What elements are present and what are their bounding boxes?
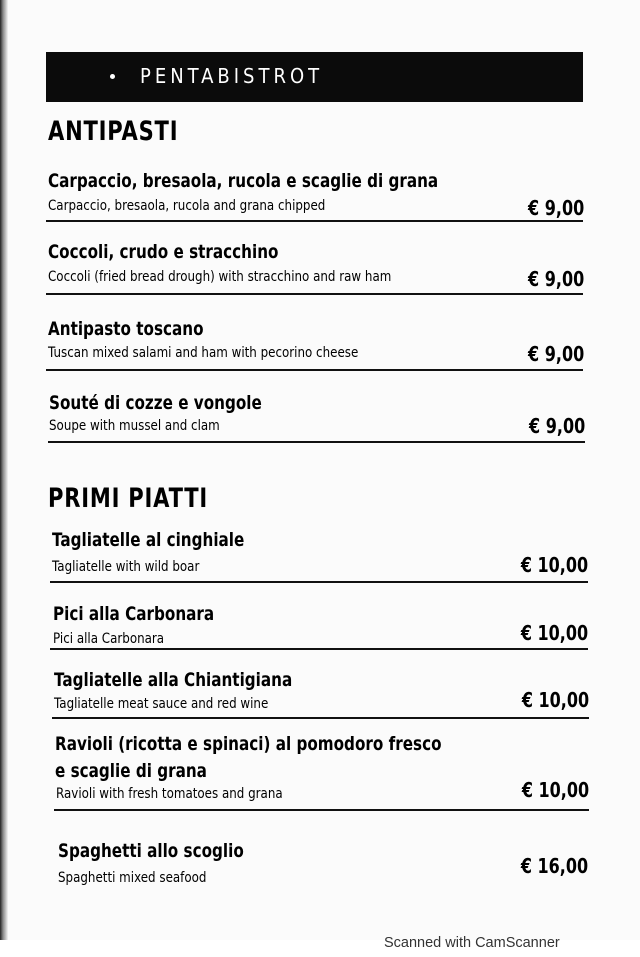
divider <box>46 369 583 371</box>
dish-name: Carpaccio, bresaola, rucola e scaglie di grana <box>48 170 439 192</box>
dish-name: Antipasto toscano <box>48 318 204 340</box>
dish-price: € 9,00 <box>527 196 584 220</box>
divider <box>48 441 585 443</box>
bullet-icon <box>110 74 115 79</box>
header-bar <box>46 52 583 102</box>
divider <box>50 581 588 583</box>
dish-price: € 10,00 <box>521 778 589 802</box>
dish-price: € 10,00 <box>520 621 588 645</box>
dish-description: Coccoli (fried bread drough) with stracchino and raw ham <box>48 269 392 285</box>
dish-price: € 9,00 <box>528 414 585 438</box>
dish-description: Ravioli with fresh tomatoes and grana <box>56 786 283 802</box>
dish-description: Soupe with mussel and clam <box>49 418 220 434</box>
dish-name: Spaghetti allo scoglio <box>58 840 244 862</box>
dish-description: Tagliatelle with wild boar <box>52 559 200 575</box>
dish-name-continued: e scaglie di grana <box>55 760 207 782</box>
dish-description: Pici alla Carbonara <box>53 631 165 647</box>
section-title-antipasti: ANTIPASTI <box>48 116 179 147</box>
dish-name: Souté di cozze e vongole <box>49 392 262 414</box>
dish-price: € 16,00 <box>520 854 588 878</box>
dish-price: € 10,00 <box>520 553 588 577</box>
divider <box>50 648 588 650</box>
dish-name: Coccoli, crudo e stracchino <box>48 241 279 263</box>
dish-description: Carpaccio, bresaola, rucola and grana chipped <box>48 198 326 214</box>
dish-description: Tuscan mixed salami and ham with pecorino cheese <box>48 345 359 361</box>
scanner-watermark: Scanned with CamScanner <box>384 935 560 951</box>
dish-name: Tagliatelle al cinghiale <box>52 529 245 551</box>
page-edge-shadow <box>0 0 8 940</box>
dish-name: Pici alla Carbonara <box>53 603 215 625</box>
divider <box>46 293 583 295</box>
restaurant-name: PENTABISTROT <box>140 64 324 88</box>
dish-price: € 10,00 <box>521 688 589 712</box>
section-title-primi-piatti: PRIMI PIATTI <box>48 483 208 514</box>
dish-price: € 9,00 <box>527 342 584 366</box>
dish-price: € 9,00 <box>527 267 584 291</box>
dish-description: Spaghetti mixed seafood <box>58 870 207 886</box>
dish-name: Tagliatelle alla Chiantigiana <box>54 669 293 691</box>
divider <box>46 220 583 222</box>
divider <box>52 717 589 719</box>
dish-description: Tagliatelle meat sauce and red wine <box>54 696 269 712</box>
divider <box>54 809 589 811</box>
dish-name: Ravioli (ricotta e spinaci) al pomodoro fresco <box>55 733 442 755</box>
